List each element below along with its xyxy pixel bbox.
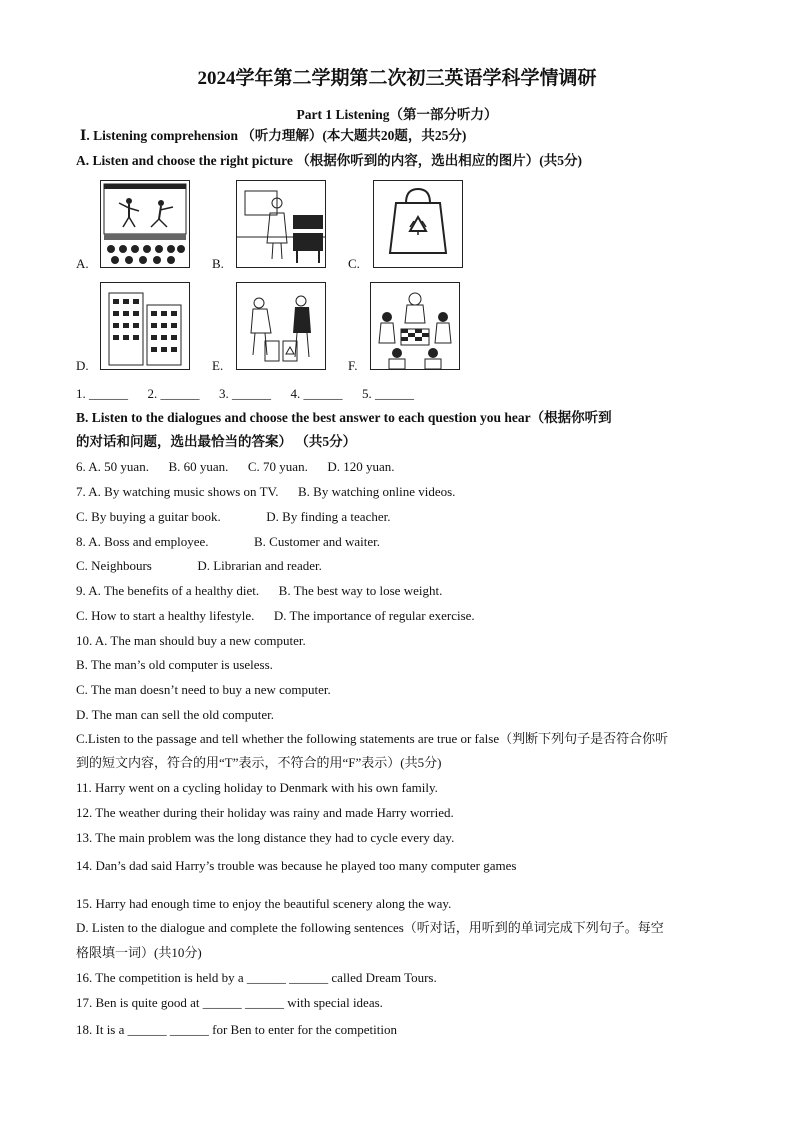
picture-label-a: A. — [76, 256, 89, 271]
picture-label-b: B. — [212, 256, 224, 271]
section-d-heading-line1: D. Listen to the dialogue and complete the following sentences（听对话，用听到的单词完成下列句子。每空 — [76, 920, 664, 935]
section-a-heading: A. Listen and choose the right picture （根据你听到的内容，选出相应的图片）(共5分) — [76, 153, 582, 168]
picture-d-buildings — [100, 282, 190, 370]
question-6: 6. A. 50 yuan. B. 60 yuan. C. 70 yuan. D. 120 yuan. — [76, 459, 395, 474]
page-title: 2024学年第二学期第二次初三英语学科学情调研 — [197, 68, 597, 89]
section-c-heading-line2: 到的短文内容，符合的用“T”表示，不符合的用“F”表示）(共5分) — [76, 755, 442, 770]
picture-label-e: E. — [212, 358, 224, 373]
section-i-heading: Ⅰ. Listening comprehension （听力理解）(本大题共20题，共25分) — [80, 128, 467, 143]
part-heading: Part 1 Listening（第一部分听力） — [296, 107, 498, 122]
section-c-heading-line1: C.Listen to the passage and tell whether the following statements are true or false（判断下列句子是否符合你听 — [76, 731, 669, 746]
section-d-heading-line2: 格限填一词）(共10分) — [76, 945, 202, 960]
question-7-cd: C. By buying a guitar book. D. By finding a teacher. — [76, 509, 391, 524]
picture-f-group-chess — [370, 282, 460, 370]
question-9-cd: C. How to start a healthy lifestyle. D. The importance of regular exercise. — [76, 608, 475, 623]
picture-label-f: F. — [348, 358, 358, 373]
question-16: 16. The competition is held by a ______ ______ called Dream Tours. — [76, 970, 437, 985]
question-12: 12. The weather during their holiday was rainy and made Harry worried. — [76, 805, 454, 820]
question-10-c: C. The man doesn’t need to buy a new computer. — [76, 682, 331, 697]
question-17: 17. Ben is quite good at ______ ______ with special ideas. — [76, 995, 383, 1010]
picture-b-piano-teacher — [236, 180, 326, 268]
question-10-a: 10. A. The man should buy a new computer. — [76, 633, 306, 648]
picture-a-stage-performance — [100, 180, 190, 268]
picture-c-recycling-bag — [373, 180, 463, 268]
picture-label-d: D. — [76, 358, 89, 373]
question-7-ab: 7. A. By watching music shows on TV. B. By watching online videos. — [76, 484, 456, 499]
question-10-b: B. The man’s old computer is useless. — [76, 657, 273, 672]
question-18: 18. It is a ______ ______ for Ben to enter for the competition — [76, 1022, 397, 1037]
question-13: 13. The main problem was the long distance they had to cycle every day. — [76, 830, 455, 845]
picture-e-sorting-rubbish — [236, 282, 326, 370]
question-14: 14. Dan’s dad said Harry’s trouble was because he played too many computer games — [76, 858, 517, 873]
question-10-d: D. The man can sell the old computer. — [76, 707, 274, 722]
question-15: 15. Harry had enough time to enjoy the beautiful scenery along the way. — [76, 896, 452, 911]
question-8-ab: 8. A. Boss and employee. B. Customer and waiter. — [76, 534, 381, 549]
question-11: 11. Harry went on a cycling holiday to Denmark with his own family. — [76, 780, 438, 795]
section-b-heading-line1: B. Listen to the dialogues and choose the best answer to each question you hear（根据你听到 — [76, 410, 612, 425]
question-8-cd: C. Neighbours D. Librarian and reader. — [76, 558, 322, 573]
question-9-ab: 9. A. The benefits of a healthy diet. B. The best way to lose weight. — [76, 583, 443, 598]
picture-label-c: C. — [348, 256, 360, 271]
section-b-heading-line2: 的对话和问题，选出最恰当的答案） （共5分） — [76, 434, 357, 449]
answer-blanks-1-5: 1. ______ 2. ______ 3. ______ 4. ______ 5. ______ — [76, 386, 414, 401]
